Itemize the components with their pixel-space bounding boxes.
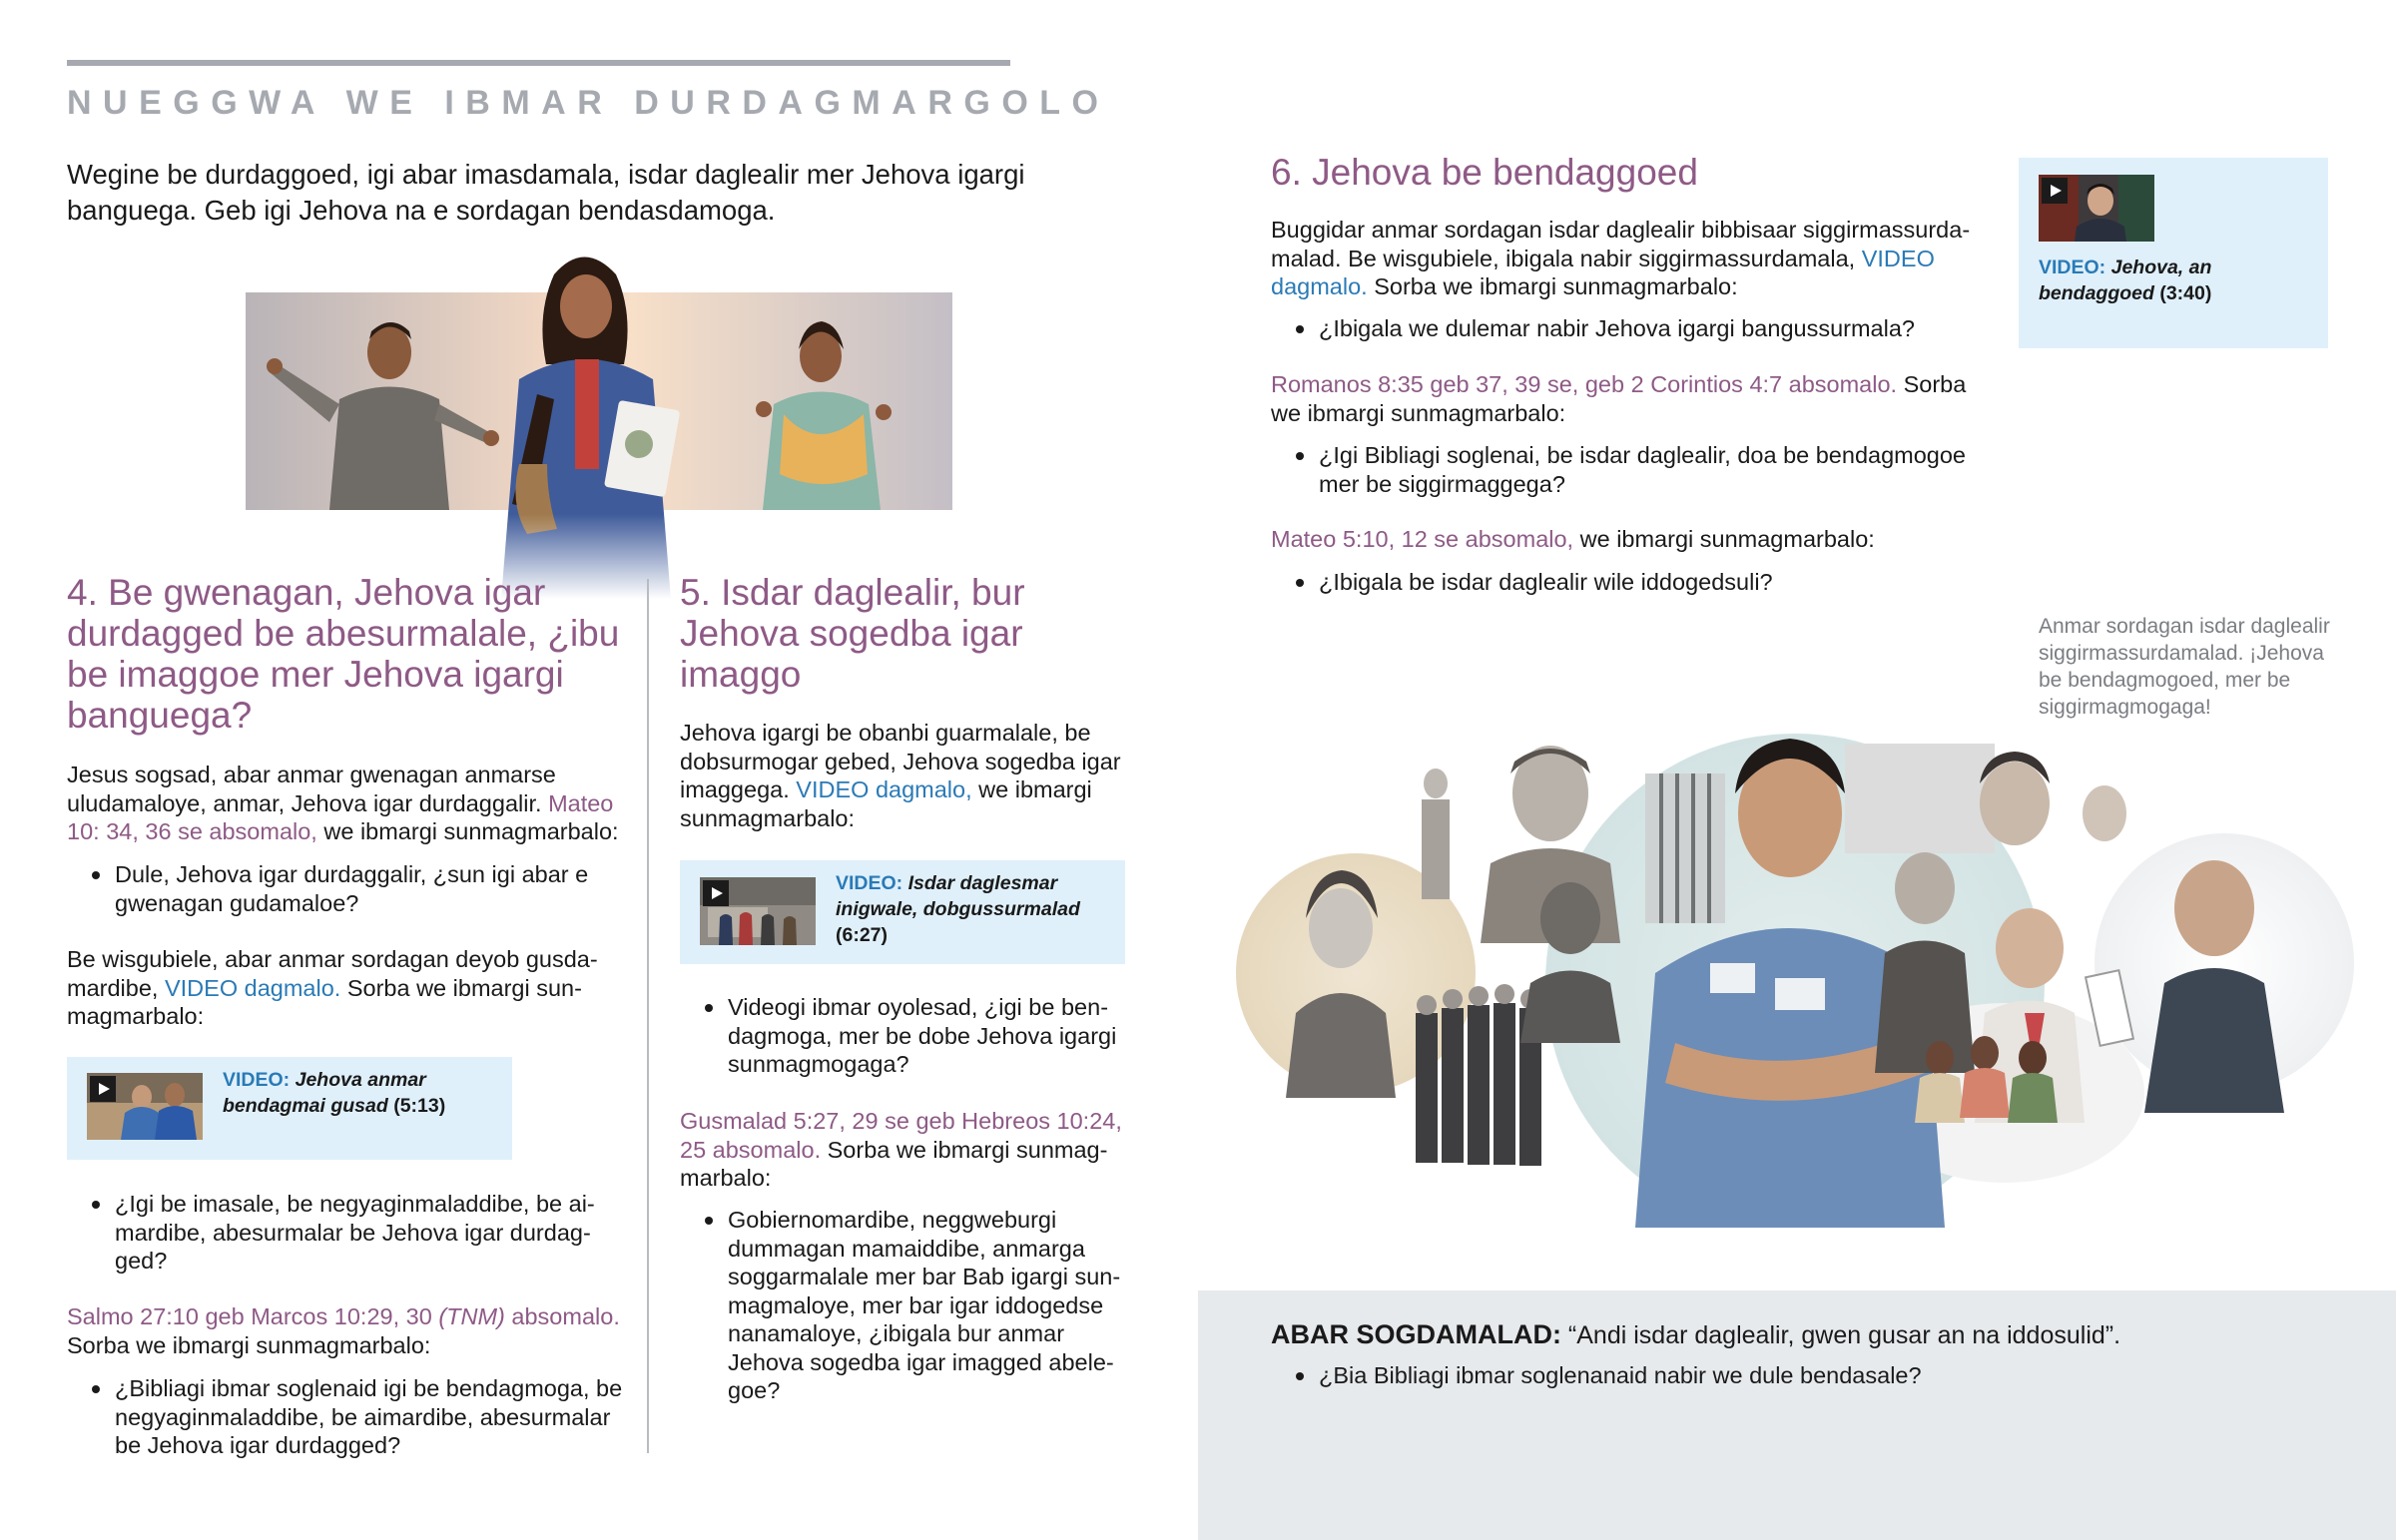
video-link[interactable]: VIDEO dagmalo,: [796, 776, 972, 802]
paragraph-text: Sorba we ibmargi sunmagmarbalo:: [680, 1136, 1108, 1191]
question-item: ¿Ibigala be isdar daglealir wile iddogedsuli?: [1271, 568, 1975, 597]
paragraph-text: we ibmargi sunmagmarbalo:: [316, 818, 619, 844]
video-title: Isdar daglesmar inigwale, dobgussurmalad: [836, 872, 1080, 920]
question-item: ¿Igi be imasale, be negyaginmaladdibe, be aimardibe, abesurmalar be Jehova igar durdagged?: [67, 1190, 626, 1276]
question-item: Videogi ibmar oyolesad, ¿igi be bendagmoga, mer be dobe Jehova igargi sunmagmogaga?: [680, 993, 1129, 1079]
section-5-questions-2: [680, 1206, 1129, 1405]
scripture-link[interactable]: Salmo 27:10 geb Marcos 10:29, 30: [67, 1303, 432, 1329]
video-link[interactable]: VIDEO dagmalo.: [1271, 245, 1935, 299]
question-item: ¿Bibliagi ibmar soglenaid igi be bendagmoga, be negyaginmaladdibe, be aimardibe, abesurmalar be Jehova igar durdagged?: [67, 1374, 626, 1460]
video-box-family[interactable]: [67, 1057, 512, 1160]
section-4-paragraph-3: [67, 1302, 626, 1359]
persecuted-witnesses-illustration: [1226, 714, 2356, 1228]
section-6-paragraph-3: [1271, 525, 1975, 554]
section-5-paragraph-1: [680, 719, 1129, 832]
video-thumbnail[interactable]: [87, 1073, 203, 1140]
scripture-link[interactable]: absomalo.: [511, 1303, 620, 1329]
video-box-jehova[interactable]: [2019, 158, 2328, 348]
section-5-questions-1: [680, 993, 1129, 1079]
video-title: Jehova anmar bendagmai gusad: [223, 1069, 426, 1117]
video-label: VIDEO:: [223, 1069, 291, 1091]
intro-paragraph: Wegine be durdaggoed, igi abar imasdamala, isdar daglealir mer Jehova igargi banguega. Geb igi Jehova na e sordagan bendasdamoga.: [67, 159, 1025, 226]
summary-questions: [1271, 1361, 2349, 1390]
section-6-questions-1: [1271, 314, 1975, 343]
video-thumbnail[interactable]: [2039, 175, 2154, 242]
video-duration: (5:13): [393, 1095, 446, 1117]
section-4-paragraph-2: [67, 945, 626, 1031]
section-6-questions-3: [1271, 568, 1975, 597]
question-item: Gobiernomardibe, neggweburgi dummagan mamaiddibe, anmarga soggarmalale mer bar Bab igargi sunmagmaloye, mer bar igar iddogedse nanamaloye, ¿ibigala bur anmar Jehova sogedba igar imagged abelegoe?: [680, 1206, 1129, 1405]
paragraph-text: Sorba we ibmargi sunmagmarbalo:: [1271, 371, 1967, 426]
video-caption: [2039, 255, 2313, 306]
video-link[interactable]: VIDEO dagmalo.: [164, 974, 341, 1001]
section-4-paragraph-1: [67, 761, 626, 846]
section-4-questions-2: [67, 1190, 626, 1276]
scripture-note: (TNM): [438, 1303, 505, 1329]
video-duration: (3:40): [2159, 282, 2212, 304]
header-rule: [67, 60, 1010, 66]
paragraph-text: we ibmargi sunmagmarbalo:: [680, 776, 1092, 831]
section-6-heading: 6. Jehova be bendaggoed: [1271, 152, 1698, 193]
paragraph-text: we ibmargi sunmagmarbalo:: [1573, 526, 1875, 552]
question-item: ¿Igi Bibliagi soglenai, be isdar daglealir, doa be bendagmogoe mer be siggirmaggega?: [1271, 441, 1975, 498]
section-6-questions-2: [1271, 441, 1975, 498]
scripture-link[interactable]: Mateo 5:10, 12 se absomalo,: [1271, 526, 1574, 552]
paragraph-text: Sorba we ibmargi sunmagmarbalo:: [67, 974, 582, 1029]
play-icon[interactable]: [90, 1076, 116, 1102]
scripture-link[interactable]: Mateo 10: 34, 36 se absomalo,: [67, 789, 614, 844]
section-6-paragraph-1: [1271, 216, 1975, 301]
paragraph-text: Jesus sogsad, abar anmar gwenagan anmarse uludamaloye, anmar, Jehova igar durdaggalir.: [67, 762, 556, 816]
summary-label: ABAR SOGDAMALAD:: [1271, 1319, 1561, 1349]
video-title: Jehova, an bendaggoed: [2039, 257, 2212, 304]
question-item: ¿Ibigala we dulemar nabir Jehova igargi bangussurmala?: [1271, 314, 1975, 343]
paragraph-text: Sorba we ibmargi sunmagmarbalo:: [67, 1331, 431, 1358]
section-5-paragraph-2: [680, 1107, 1129, 1193]
video-caption: [223, 1067, 502, 1119]
illustration-caption: Anmar sordagan isdar daglealir siggirmassurdamalad. ¡Jehova be bendagmogoed, mer be siggirmagmogaga!: [2039, 615, 2330, 719]
video-box-persecution[interactable]: [680, 860, 1125, 964]
play-icon[interactable]: [703, 880, 729, 906]
question-item: ¿Bia Bibliagi ibmar soglenanaid nabir we dule bendasale?: [1271, 1361, 2349, 1390]
video-label: VIDEO:: [2039, 257, 2106, 278]
paragraph-text: Be wisgubiele, abar anmar sordagan deyob gusdamardibe,: [67, 946, 598, 1001]
section-title: NUEGGWA WE IBMAR DURDAGMARGOLO: [67, 84, 1110, 122]
paragraph-text: Sorba we ibmargi sunmagmarbalo:: [1367, 273, 1738, 299]
summary-text: “Andi isdar daglealir, gwen gusar an na iddosulid”.: [1560, 1321, 2121, 1349]
play-icon[interactable]: [2042, 178, 2068, 204]
video-thumbnail[interactable]: [700, 877, 816, 945]
video-duration: (6:27): [836, 924, 889, 946]
video-caption: [836, 870, 1115, 948]
section-5-heading: 5. Isdar daglealir, bur Jehova sogedba igar imaggo: [680, 572, 1025, 695]
column-divider: [647, 579, 649, 1453]
section-4-heading: 4. Be gwenagan, Jehova igar durdagged be abesurmalale, ¿ibu be imaggoe mer Jehova igargi banguega?: [67, 572, 620, 736]
section-4-questions-1: [67, 860, 626, 917]
summary-statement: [1271, 1319, 2349, 1350]
paragraph-text: Jehova igargi be obanbi guarmalale, be dobsurmogar gebed, Jehova sogedba igar imaggega.: [680, 720, 1121, 802]
paragraph-text: Buggidar anmar sordagan isdar daglealir bibbisaar siggirmassurdamalad. Be wisgubiele, ibigala nabir siggirmassurdamala,: [1271, 217, 1971, 271]
section-6-paragraph-2: [1271, 370, 1975, 427]
family-opposition-illustration: [220, 245, 953, 599]
video-label: VIDEO:: [836, 872, 903, 894]
scripture-link[interactable]: Gusmalad 5:27, 29 se geb Hebreos 10:24, 25 absomalo.: [680, 1108, 1122, 1163]
scripture-link[interactable]: Romanos 8:35 geb 37, 39 se, geb 2 Corintios 4:7 absomalo.: [1271, 371, 1898, 397]
question-item: Dule, Jehova igar durdaggalir, ¿sun igi abar e gwenagan gudamaloe?: [67, 860, 626, 917]
section-4-questions-3: [67, 1374, 626, 1460]
